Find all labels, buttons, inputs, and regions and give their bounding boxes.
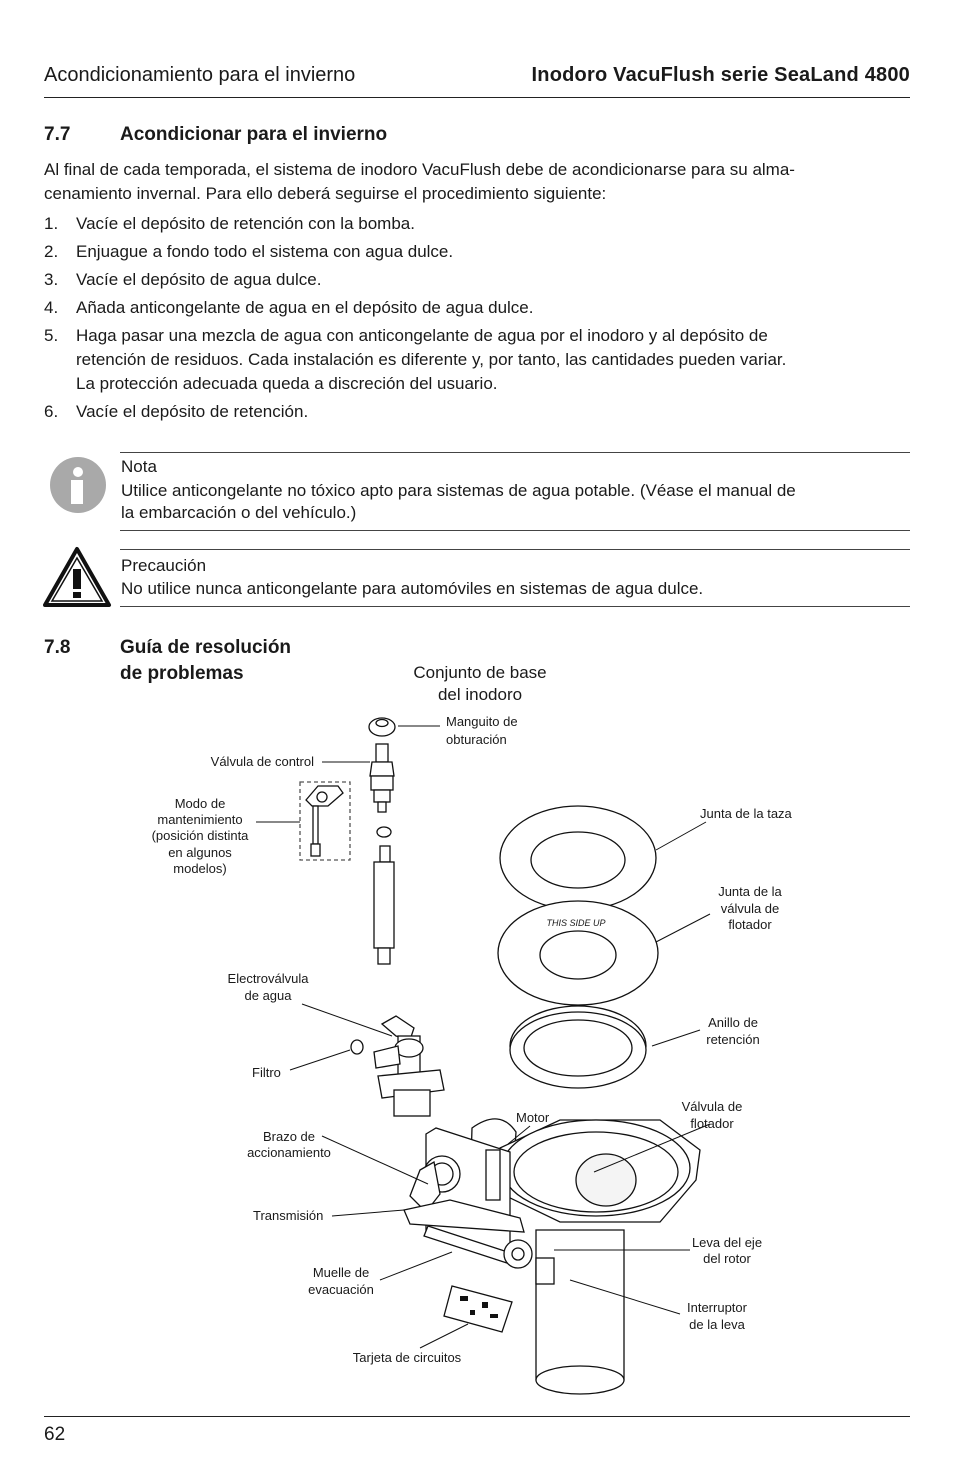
label-modo-mantenimiento: (posición distinta [151,828,249,843]
diagram-title: del inodoro [437,685,523,704]
label-brazo-accionamiento: Brazo de [262,1129,316,1144]
label-leva-eje: Leva del eje [691,1235,763,1250]
label-junta-taza: Junta de la taza [700,806,792,821]
gasket-stamp: THIS SIDE UP [546,918,606,928]
label-transmision: Transmisión [253,1208,324,1223]
label-modo-mantenimiento: en algunos [168,845,232,860]
section-number-7-8: 7.8 [44,637,71,658]
section-title-7-8: Guía de resolución de problemas [120,637,292,684]
note-text: Utilice anticongelante no tóxico apto para sistemas de agua potable. (Véase el manual de la embarcación o del vehículo.) [121,481,796,522]
step-item: 5. Haga pasar una mezcla de agua con anticongelante de agua por el inodoro y al depósito de retención de residuos. Cada instalación es diferente y, por tanto, las cantidades pueden variar. La protección adecuada queda a discreción del usuario. [44,326,787,393]
section-header: Acondicionamiento para el invierno [44,64,356,86]
label-junta-valvula: Junta de la [718,884,782,899]
label-interruptor: de la leva [689,1317,745,1332]
label-modo-mantenimiento: Modo de [174,796,226,811]
note-title: Nota [121,457,157,476]
step-item: 3. Vacíe el depósito de agua dulce. [44,270,322,289]
page-number: 62 [44,1424,66,1445]
intro-line: Al final de cada temporada, el sistema de inodoro VacuFlush debe de acondicionarse para su alma- [44,160,795,179]
label-tarjeta-circuitos: Tarjeta de circuitos [352,1350,462,1365]
step-item: 4. Añada anticongelante de agua en el depósito de agua dulce. [44,298,534,317]
section-title-7-7: Acondicionar para el invierno [120,124,388,145]
label-electrovalvula: Electroválvula [227,971,309,986]
label-anillo-retencion: Anillo de [708,1015,758,1030]
caution-text: No utilice nunca anticongelante para automóviles en sistemas de agua dulce. [121,579,704,598]
label-brazo-accionamiento: accionamiento [247,1145,331,1160]
label-modo-mantenimiento: modelos) [173,861,227,876]
manual-title: Inodoro VacuFlush serie SeaLand 4800 [531,64,910,86]
label-manguito: Manguito de [446,714,518,729]
step-item: 1. Vacíe el depósito de retención con la bomba. [44,214,415,233]
label-valvula-control: Válvula de control [210,754,314,769]
label-modo-mantenimiento: mantenimiento [157,812,243,827]
label-leva-eje: del rotor [703,1251,751,1266]
label-valvula-flotador: flotador [690,1116,734,1131]
label-motor: Motor [516,1110,550,1125]
label-filtro: Filtro [252,1065,281,1080]
label-junta-valvula: válvula de [720,901,780,916]
label-muelle: evacuación [308,1282,374,1297]
caution-title: Precaución [121,556,207,575]
label-junta-valvula: flotador [728,917,772,932]
step-item: 2. Enjuague a fondo todo el sistema con agua dulce. [44,242,454,261]
section-number-7-7: 7.7 [44,124,71,145]
label-muelle: Muelle de [312,1265,370,1280]
label-electrovalvula: de agua [244,988,292,1003]
step-item: 6. Vacíe el depósito de retención. [44,402,309,421]
footer-divider [44,1416,910,1417]
label-anillo-retencion: retención [706,1032,760,1047]
intro-line: cenamiento invernal. Para ello deberá seguirse el procedimiento siguiente: [44,184,607,203]
label-interruptor: Interruptor [687,1300,747,1315]
label-valvula-flotador: Válvula de [681,1099,743,1114]
label-manguito: obturación [446,732,507,747]
diagram-title: Conjunto de base [413,663,547,682]
